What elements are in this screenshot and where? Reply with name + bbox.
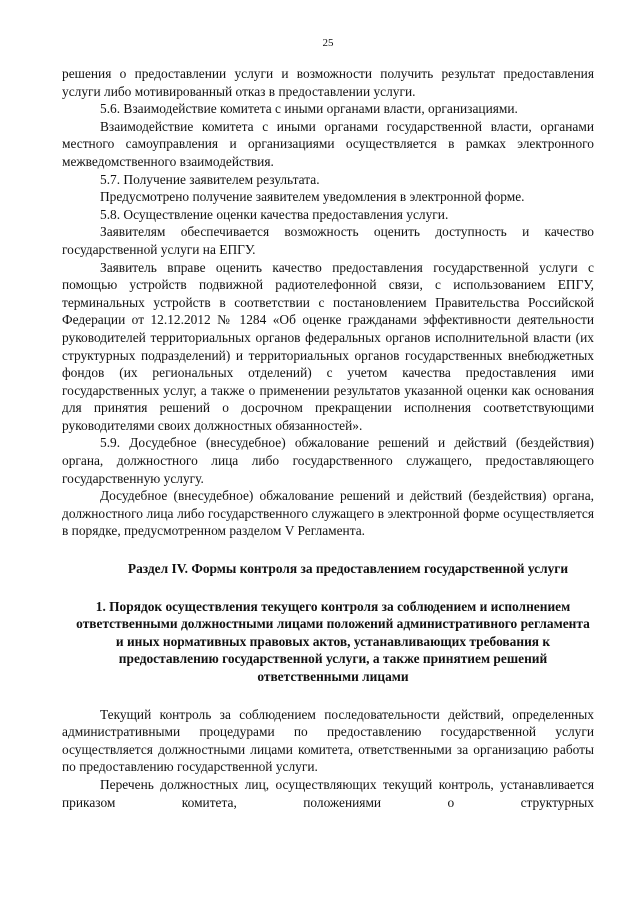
paragraph-current-control: Текущий контроль за соблюдением последовательности действий, определенных административными процедурами по предоставлению государственной услуги осуществляется должностными лицами комитета, ответственными за организацию работы по предоставлению государственной услуги. [62,706,594,775]
paragraph-5-6-title: 5.6. Взаимодействие комитета с иными органами власти, организациями. [100,101,518,117]
section-heading: Раздел IV. Формы контроля за предоставлением государственной услуги [127,561,569,577]
paragraph-appeal: Досудебное (внесудебное) обжалование решений и действий (бездействия) органа, должностного лица либо государственного служащего в электронной форме осуществляется в порядке, предусмотренном разделом V Регламента. [62,488,594,539]
paragraph-interaction: Взаимодействие комитета с иными органами государственной власти, органами местного самоуправления и организациями осуществляется в рамках электронного межведомственного взаимодействия. [62,118,594,169]
paragraph-officials-list: Перечень должностных лиц, осуществляющих текущий контроль, устанавливается приказом комитета, положениями о структурных [62,776,594,810]
page-number: 25 [322,37,334,49]
subsection-heading: 1. Порядок осуществления текущего контроля за соблюдением и исполнением ответственными должностными лицами положений административного регламента и иных нормативных правовых актов, устанавливающих требования к предоставлению государственной услуги, а также принятием решений ответственными лицами [76,598,590,684]
paragraph-5-9-title: 5.9. Досудебное (внесудебное) обжалование решений и действий (бездействия) органа, должностного лица либо государственного служащего, предоставляющего государственную услугу. [62,435,594,486]
paragraph-5-8-title: 5.8. Осуществление оценки качества предоставления услуги. [100,206,449,222]
paragraph-notification: Предусмотрено получение заявителем уведомления в электронной форме. [100,189,525,205]
paragraph-continuation: решения о предоставлении услуги и возможности получить результат предоставления услуги либо мотивированный отказ в предоставлении услуги. [62,66,594,99]
document-page [62,36,594,811]
paragraph-quality-devices: Заявитель вправе оценить качество предоставления государственной услуги с помощью устройств подвижной радиотелефонной связи, с использованием ЕПГУ, терминальных устройств в соответствии с постановлением Правительства Российской Федерации от 12.12.2012 № 1284 «Об оценке гражданами эффективности деятельности руководителей территориальных органов федеральных органов исполнительной власти (их структурных подразделений) и территориальных органов государственных внебюджетных фондов (их региональных отделений) с учетом качества предоставления ими государственных услуг, а также о применении результатов указанной оценки как основания для принятия решений о досрочном прекращении исполнения соответствующими руководителями своих должностных обязанностей». [62,259,594,433]
paragraph-5-7-title: 5.7. Получение заявителем результата. [100,171,320,187]
paragraph-quality-epgu: Заявителям обеспечивается возможность оценить доступность и качество государственной услуги на ЕПГУ. [62,224,594,257]
